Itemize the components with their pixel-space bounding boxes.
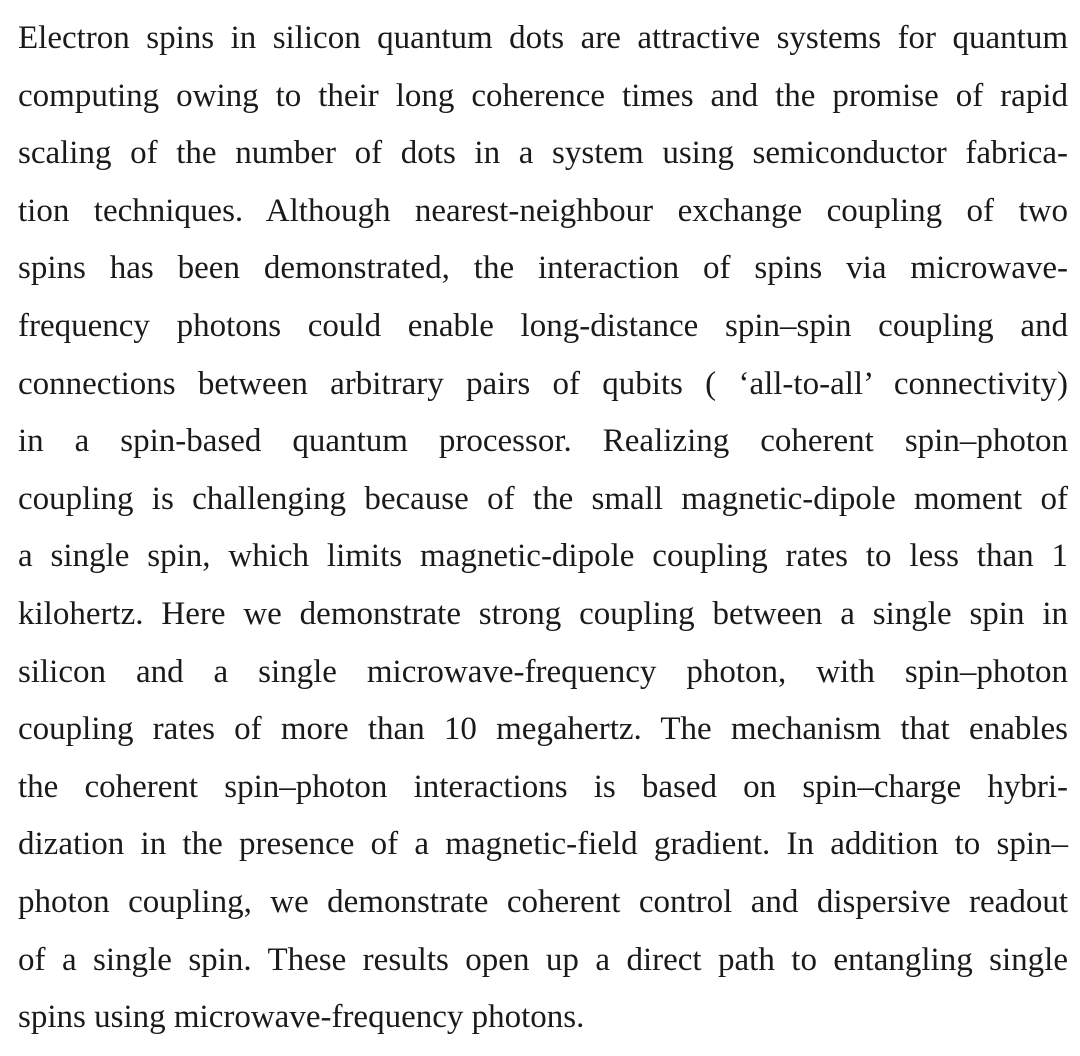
text-line: tion techniques. Although nearest-neighbour exchange coupling of two [18,192,1068,229]
abstract-paragraph [18,10,1068,1047]
text-line: coupling rates of more than 10 megahertz. The mechanism that enables [18,711,1068,748]
text-line: kilohertz. Here we demonstrate strong coupling between a single spin in [18,595,1068,632]
text-line: photon coupling, we demonstrate coherent control and dispersive readout [18,883,1068,920]
text-line: connections between arbitrary pairs of qubits ( ‘all-to-all’ connectivity) [18,365,1068,402]
text-line: silicon and a single microwave-frequency photon, with spin–photon [18,653,1068,690]
text-line: scaling of the number of dots in a system using semiconductor fabrica- [18,135,1068,172]
text-line: the coherent spin–photon interactions is based on spin–charge hybri- [18,768,1068,805]
text-line: Electron spins in silicon quantum dots are attractive systems for quantum [18,20,1068,56]
text-line: dization in the presence of a magnetic-field gradient. In addition to spin– [18,826,1068,863]
text-line: a single spin, which limits magnetic-dipole coupling rates to less than 1 [18,538,1068,575]
text-line: spins has been demonstrated, the interaction of spins via microwave- [18,250,1068,287]
text-line: of a single spin. These results open up a direct path to entangling single [18,941,1068,978]
text-line: in a spin-based quantum processor. Realizing coherent spin–photon [18,423,1068,460]
text-line-last: spins using microwave-frequency photons. [18,999,585,1036]
text-line: frequency photons could enable long-distance spin–spin coupling and [18,307,1068,344]
text-line: coupling is challenging because of the small magnetic-dipole moment of [18,480,1068,517]
text-line: computing owing to their long coherence times and the promise of rapid [18,77,1068,114]
